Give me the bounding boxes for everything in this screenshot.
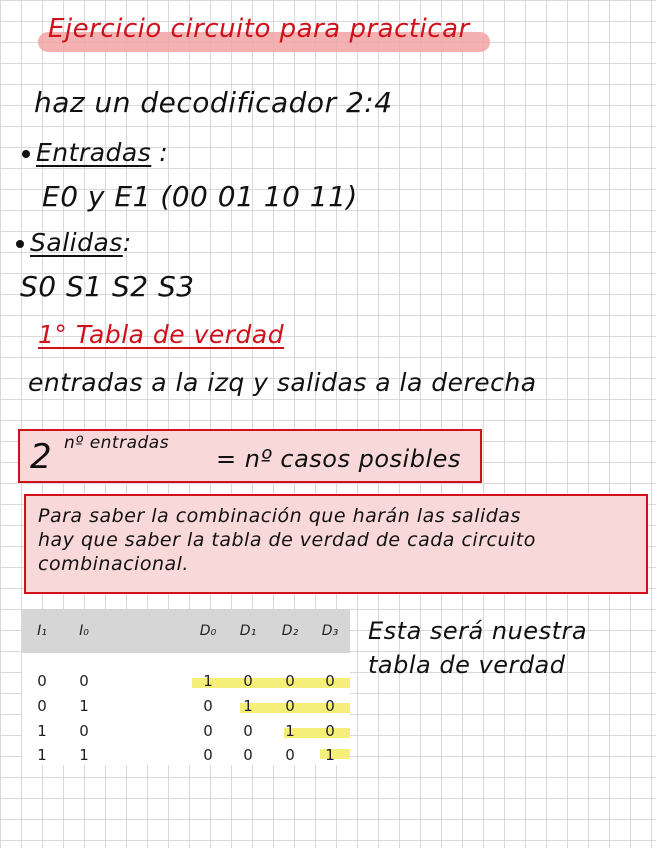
side-note-line: tabla de verdad: [368, 651, 566, 679]
note-box: [24, 494, 648, 594]
table-cell: 0: [325, 722, 335, 740]
section-description: entradas a la izq y salidas a la derecha: [28, 368, 537, 397]
bullet-icon: [16, 240, 24, 248]
table-cell: 0: [79, 672, 89, 690]
note-line: hay que saber la tabla de verdad de cada circuito: [38, 529, 536, 551]
table-cell: 0: [285, 746, 295, 764]
header-i1: I₁: [37, 623, 47, 639]
inputs-heading-row: [22, 138, 168, 167]
table-cell: 1: [37, 722, 47, 740]
table-cell: 0: [203, 722, 213, 740]
table-cell: 0: [243, 722, 253, 740]
note-line: combinacional.: [38, 553, 189, 575]
formula-base: 2: [30, 437, 53, 477]
header-d1: D₁: [239, 623, 257, 639]
table-cell: 0: [79, 722, 89, 740]
outputs-heading: Salidas: [30, 228, 123, 257]
table-cell: 0: [285, 697, 295, 715]
formula-rest: = nº casos posibles: [216, 445, 461, 473]
title-block: [30, 14, 470, 58]
header-d0: D₀: [199, 623, 217, 639]
side-note-line: Esta será nuestra: [368, 617, 588, 645]
table-cell: 0: [243, 746, 253, 764]
outputs-heading-row: [16, 228, 132, 257]
table-cell: 1: [285, 722, 295, 740]
outputs-values: S0 S1 S2 S3: [20, 270, 195, 303]
table-cell: 0: [37, 697, 47, 715]
table-cell: 1: [79, 746, 89, 764]
header-i0: I₀: [79, 623, 89, 639]
inputs-colon: :: [159, 138, 169, 167]
table-cell: 1: [325, 746, 335, 764]
formula-box: [18, 429, 482, 483]
note-line: Para saber la combinación que harán las salidas: [38, 505, 521, 527]
truth-table: [22, 609, 350, 765]
table-cell: 1: [79, 697, 89, 715]
table-cell: 0: [285, 672, 295, 690]
intro-text: haz un decodificador 2:4: [34, 86, 393, 119]
bullet-icon: [22, 150, 30, 158]
header-d2: D₂: [281, 623, 299, 639]
table-cell: 0: [37, 672, 47, 690]
side-note: [368, 614, 587, 682]
header-d3: D₃: [321, 623, 339, 639]
outputs-colon: :: [122, 228, 132, 257]
table-cell: 0: [325, 672, 335, 690]
inputs-values: E0 y E1 (00 01 10 11): [42, 180, 358, 213]
page-title: Ejercicio circuito para practicar: [48, 14, 470, 44]
table-cell: 0: [243, 672, 253, 690]
inputs-heading: Entradas: [36, 138, 152, 167]
section-heading: 1° Tabla de verdad: [38, 320, 285, 349]
formula-exponent: nº entradas: [64, 433, 170, 453]
table-cell: 0: [203, 697, 213, 715]
table-cell: 1: [243, 697, 253, 715]
table-cell: 0: [203, 746, 213, 764]
table-cell: 0: [325, 697, 335, 715]
table-cell: 1: [37, 746, 47, 764]
table-cell: 1: [203, 672, 213, 690]
